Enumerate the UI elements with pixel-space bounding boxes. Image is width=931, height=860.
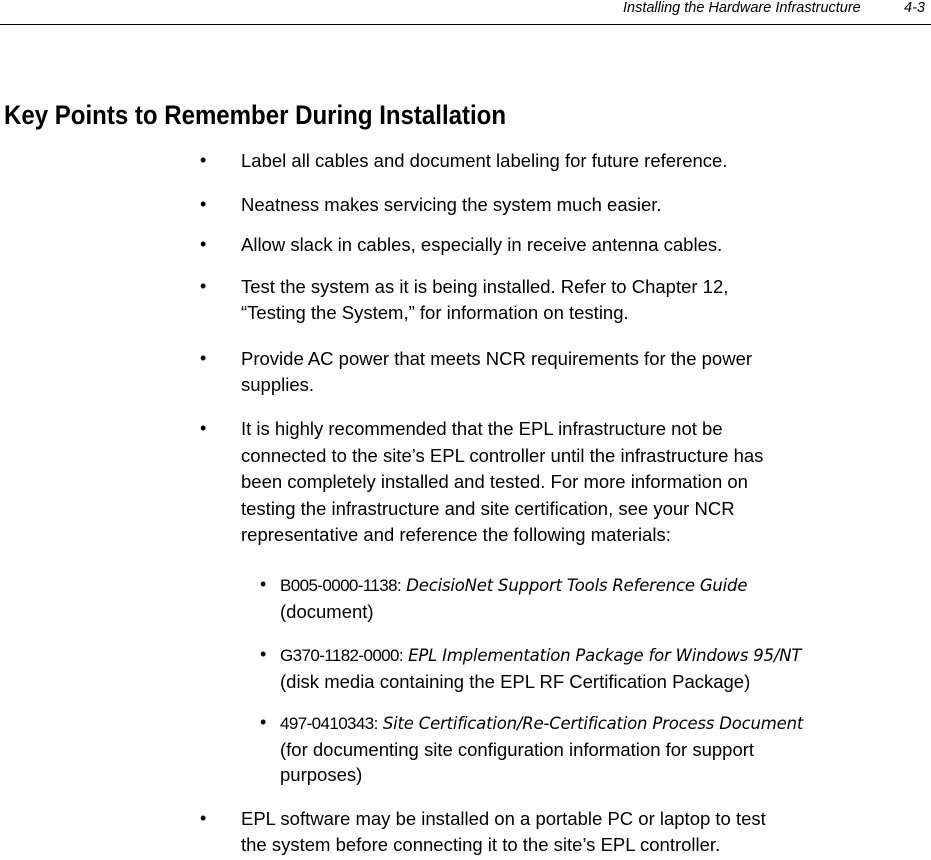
document-description: (for documenting site configuration information for support <box>280 738 755 760</box>
key-point-text: supplies. <box>241 373 315 395</box>
document-description: (document) <box>280 600 374 622</box>
key-point <box>241 416 763 549</box>
key-point <box>241 806 766 857</box>
key-point-text: testing the infrastructure and site certification, see your NCR <box>241 497 735 519</box>
section-heading: Key Points to Remember During Installation <box>4 100 507 130</box>
document-code: B005-0000-1138: <box>280 576 402 595</box>
sub-bullet-icon: • <box>260 644 267 664</box>
key-point-text: EPL software may be installed on a portable PC or laptop to test <box>241 808 766 829</box>
key-point-text: been completely installed and tested. For more information on <box>241 471 748 492</box>
reference-material <box>280 642 801 694</box>
sub-bullet-icon: • <box>260 712 267 732</box>
bullet-icon: • <box>200 418 207 438</box>
header-title: Installing the Hardware Infrastructure <box>623 0 861 16</box>
key-point-text: connected to the site’s EPL controller until the infrastructure has <box>241 444 764 466</box>
key-point-text: It is highly recommended that the EPL infrastructure not be <box>241 418 723 439</box>
document-title: EPL Implementation Package for Windows 95/NT <box>408 646 802 665</box>
key-point <box>241 346 752 397</box>
sub-bullet-icon: • <box>260 574 267 594</box>
bullet-icon: • <box>200 234 207 254</box>
document-code: G370-1182-0000: <box>280 646 404 665</box>
document-description: (disk media containing the EPL RF Certification Package) <box>280 670 751 692</box>
reference-material <box>280 572 747 624</box>
key-point <box>241 148 727 174</box>
document-title: DecisioNet Support Tools Reference Guide <box>406 576 748 595</box>
key-point-text: Label all cables and document labeling for future reference. <box>241 150 728 171</box>
running-header <box>0 0 931 25</box>
bullet-icon: • <box>200 150 207 170</box>
key-point <box>241 274 728 325</box>
bullet-icon: • <box>200 276 207 296</box>
key-point-text: the system before connecting it to the site’s EPL controller. <box>241 833 721 855</box>
key-point-text: “Testing the System,” for information on testing. <box>241 301 629 323</box>
bullet-icon: • <box>200 194 207 214</box>
key-point-text: Test the system as it is being installed. Refer to Chapter 12, <box>241 276 729 297</box>
bullet-icon: • <box>200 348 207 368</box>
key-point-text: representative and reference the following materials: <box>241 524 671 545</box>
key-point-text: Neatness makes servicing the system much easier. <box>241 194 662 215</box>
key-point-text: Allow slack in cables, especially in receive antenna cables. <box>241 234 723 255</box>
document-title: Site Certification/Re-Certification Process Document <box>382 714 804 733</box>
key-point <box>241 192 662 218</box>
key-point-text: Provide AC power that meets NCR requirements for the power <box>241 348 753 369</box>
header-page-number: 4-3 <box>904 0 925 16</box>
document-description: purposes) <box>280 764 363 785</box>
reference-material <box>280 710 803 788</box>
document-code: 497-0410343: <box>280 714 378 733</box>
bullet-icon: • <box>200 808 207 828</box>
key-point <box>241 232 722 258</box>
